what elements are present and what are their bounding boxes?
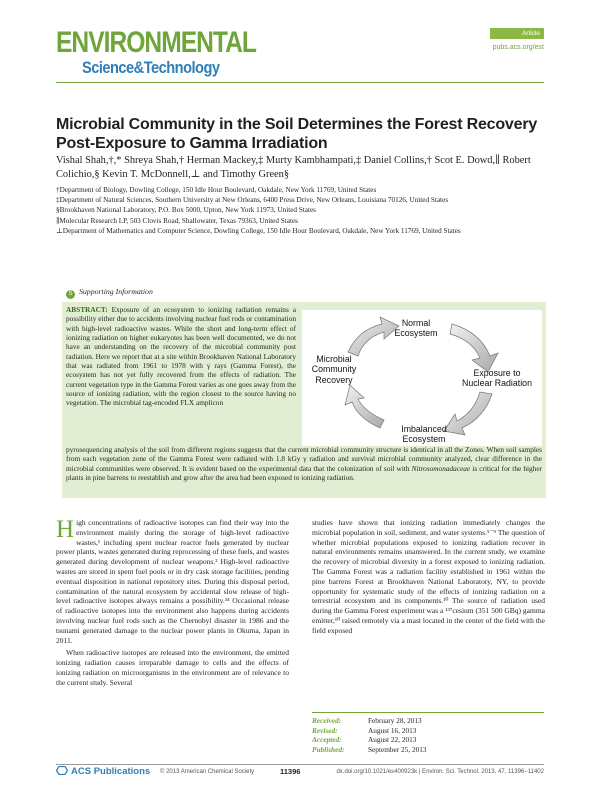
body-paragraph-1 — [56, 518, 289, 645]
date-label: Published: — [312, 744, 345, 754]
doi-citation-link[interactable]: dx.doi.org/10.1021/es400923k | Environ. Sci. Technol. 2013, 47, 11396−11402 — [336, 769, 544, 775]
date-revised — [312, 726, 544, 736]
logo-environmental: ENVIRONMENTAL — [56, 26, 256, 59]
date-value: February 28, 2013 — [368, 716, 422, 725]
date-label: Received: — [312, 716, 342, 725]
label-imbalanced-ecosystem: Imbalanced Ecosystem — [401, 424, 447, 445]
abstract-taxon: Nitrosomonadaceae — [411, 463, 471, 473]
label-normal-ecosystem: Normal Ecosystem — [394, 318, 438, 339]
date-published — [312, 745, 544, 755]
date-received — [312, 716, 544, 726]
date-label: Revised: — [312, 725, 338, 735]
date-value: September 25, 2013 — [368, 744, 427, 754]
affiliation-4: ∥Molecular Research LP, 503 Clovis Road, Shallowater, Texas 79363, United States — [56, 216, 298, 225]
date-accepted — [312, 735, 544, 745]
affiliation-2: ‡Department of Natural Sciences, Southern University at New Orleans, 6400 Press Drive, New Orleans, Louisiana 70126, United States — [56, 196, 449, 205]
date-label: Accepted: — [312, 735, 342, 745]
affiliation-1: †Department of Biology, Dowling College, 150 Idle Hour Boulevard, Oakdale, New York 11769, United States — [56, 186, 377, 194]
footer-divider — [56, 764, 544, 765]
affiliation-5: ⊥Department of Mathematics and Computer Science, Dowling College, 150 Idle Hour Boulevard, Oakdale, New York 11769, United States — [56, 226, 461, 235]
arrow-imbalanced-to-recovery — [345, 385, 384, 428]
publisher-name: ACS Publications — [71, 766, 151, 777]
supporting-info-icon: S — [66, 290, 75, 299]
drop-cap: H — [56, 516, 75, 543]
body-column-left — [56, 518, 289, 691]
journal-logo[interactable] — [56, 28, 256, 78]
date-value: August 16, 2013 — [368, 725, 417, 735]
supporting-info-label: Supporting Information — [79, 287, 153, 296]
abstract-text-bottom — [66, 445, 542, 482]
body-paragraph-3: studies have shown that ionizing radiation immediately changes the microbial population in soil, sediment, and water systems.⁵⁻⁹ The question of whether microbial populations exposed to ionizing radiation recover in natural environments remains unanswered. In the current study, we examine the recovery of microbial diversity in a forest exposed to ionizing radiation. The Gamma Forest was a radiation facility established in 1961 within the pine barrens Forest at Brookhaven National Laboratory, NY, to provide opportunity for systematic study of the effects of ionizing radiation on a terrestrial ecosystem and its components.¹⁰ The source of radiation used during the Gamma Forest experiment was a ¹³⁷cesium (351 500 GBq) gamma emitter,¹⁰ raised remotely via a mast located in the center of the field with the field exposed — [312, 518, 545, 635]
body-column-right — [312, 518, 545, 639]
abstract-label: ABSTRACT: — [66, 305, 108, 314]
affiliation-list — [56, 186, 546, 237]
affiliation-3: §Brookhaven National Laboratory, P.O. Box 5000, Upton, New York 11973, United States — [56, 206, 316, 215]
date-value: August 22, 2013 — [368, 735, 417, 745]
label-microbial-recovery: Microbial Community Recovery — [311, 354, 357, 385]
toc-graphic — [302, 310, 542, 446]
header-divider — [56, 82, 544, 83]
journal-url-link[interactable]: pubs.acs.org/est — [492, 44, 544, 51]
publication-dates — [312, 712, 544, 754]
logo-science-technology: Science&Technology — [82, 58, 220, 77]
acs-publications-logo[interactable] — [56, 766, 150, 777]
abstract-body-end: is critical for the higher plants in pine barrens to reestablish and grow after the area had been exposed to ionizing radiation. — [66, 463, 542, 483]
article-title: Microbial Community in the Soil Determines the Forest Recovery Post-Exposure to Gamma Irradiation — [56, 116, 538, 152]
copyright-notice: © 2013 American Chemical Society — [160, 769, 255, 775]
supporting-information-link[interactable] — [66, 287, 153, 299]
article-type-badge: Article — [490, 28, 544, 39]
abstract-body-bottom: pyrosequencing analysis of the soil from different regions suggests that the current microbial community structure is identical in all the Zones. When soil samples from each vegetation zone of the Gamma Forest were radiated with 1.8 kGy γ radiation and survival microbial community analyzed, clear difference in the microbial communities were observed. It is evident based on the experimental data that the colonization of soil with — [66, 445, 542, 473]
label-exposure-radiation: Exposure to Nuclear Radiation — [462, 368, 532, 389]
author-list: Vishal Shah,†,* Shreya Shah,† Herman Mackey,‡ Murty Kambhampati,‡ Daniel Collins,† Scot E. Dowd,∥ Robert Colichio,§ Kevin T. McDonnell,⊥ and Timothy Green§ — [56, 155, 531, 180]
body-paragraph-2: When radioactive isotopes are released into the environment, the emitted ionizing radiation causes irreparable damage to cells and the effects of ionizing radiation on microorganisms in the environment are of relevance to the current study. Several — [56, 648, 289, 687]
body-paragraph-1-text: igh concentrations of radioactive isotopes can find their way into the environment mainly during the storage of high-level radioactive wastes,¹ including spent nuclear reactor fuels generated by nuclear power plants, wastes generated during reprocessing of these fuels, and wastes generated during development of nuclear weapons.² High-level radioactive wastes are stored in spent fuel pools or in dry cask storage facilities, pending eventual disposition in national repository sites. During this disposal period, contamination of the natural ecosystem by accidental slow release of high-level radioactive isotopes always remains a possibility.³⁴ Occasional release of radioactive isotopes into the environment also happens during accidents involving nuclear fuel rods such as the Chernobyl disaster in 1986 and the tsunami generated damage to the nuclear power plants in Okuma, Japan in 2011. — [56, 518, 289, 645]
page-footer — [56, 766, 544, 778]
abstract-text-top — [66, 305, 296, 408]
acs-hexagon-icon — [56, 766, 68, 775]
abstract-body-top: Exposure of an ecosystem to ionizing radiation remains a possibility either due to accidents involving nuclear fuel rods or contamination with high-level radioactive wastes. While the short and long-term effect of ionizing radiation on higher eukaryotes has been well documented, we do not have an understanding on the recovery of the microbial community post radiation. Here we report that at a site within Brookhaven National Laboratory that was radiated from 1961 to 1978 with γ rays (Gamma Forest), the ecosystem has not yet fully recovered from the effects of radiation. The current vegetation type in the Gamma Forest varies as one goes away from the source of ionizing radiation, with the region closest to the source having no vegetation. The microbial tag-encoded FLX amplicon — [66, 305, 296, 408]
page-number: 11396 — [280, 767, 301, 776]
